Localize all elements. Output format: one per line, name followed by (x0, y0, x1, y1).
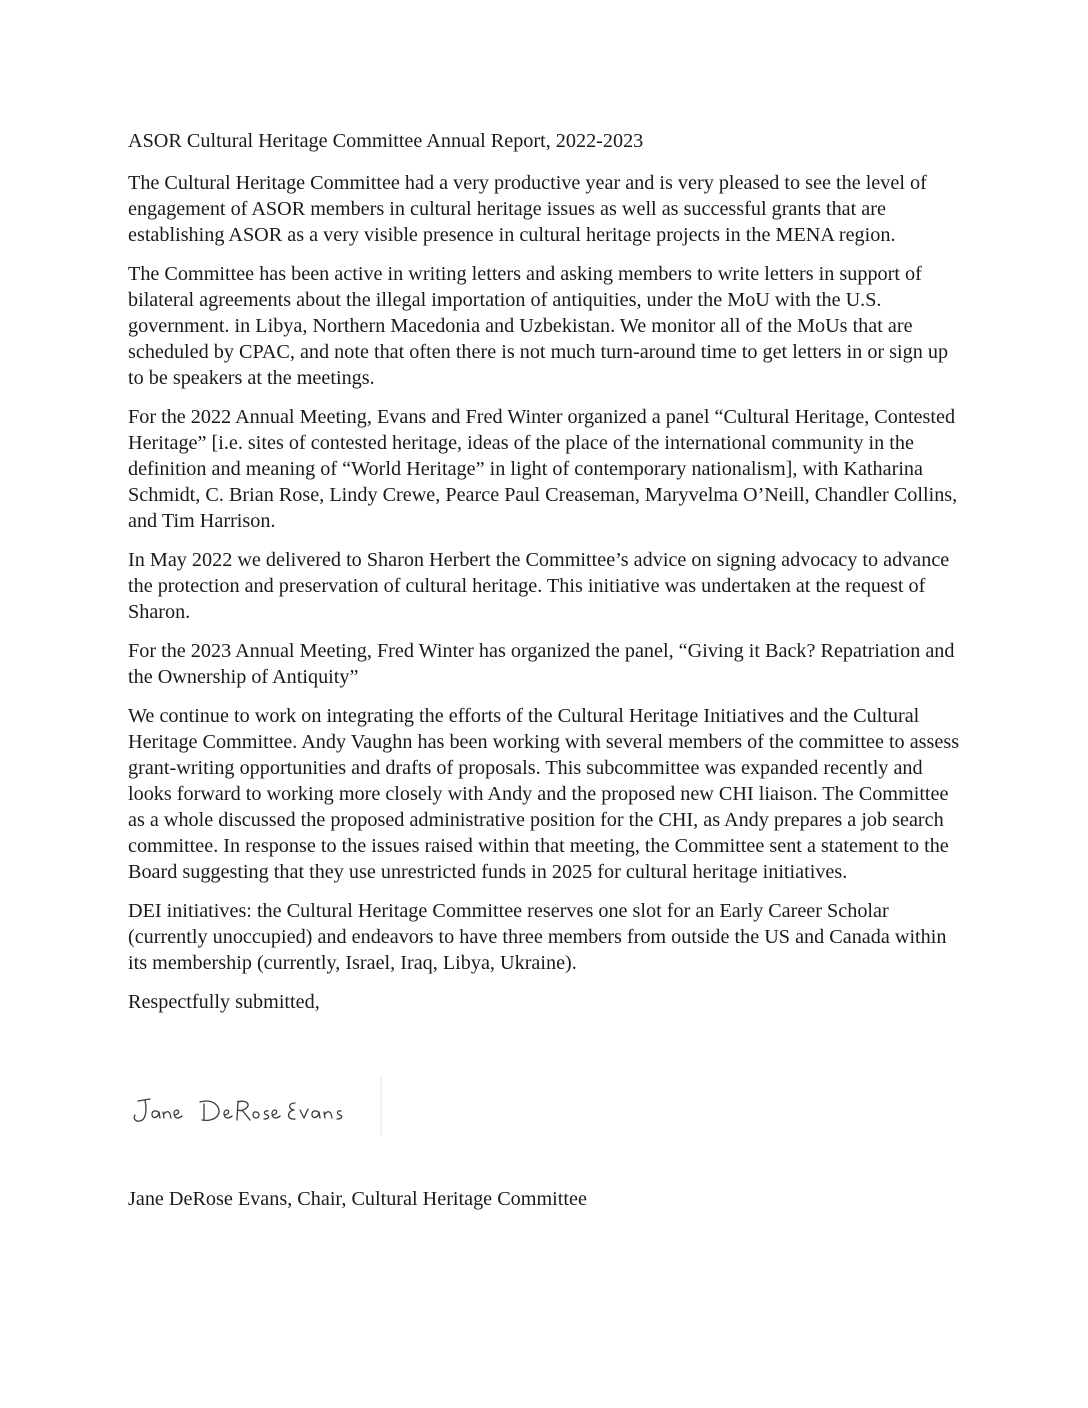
document-title: ASOR Cultural Heritage Committee Annual Report, 2022-2023 (128, 130, 644, 152)
signer-line: Jane DeRose Evans, Chair, Cultural Heritage Committee (128, 1188, 587, 1211)
closing-line: Respectfully submitted, (128, 991, 320, 1013)
paragraph-2022-meeting: For the 2022 Annual Meeting, Evans and Fred Winter organized a panel “Cultural Heritage, Contested Heritage” [i.e. sites of contested heritage, ideas of the place of the international community in the definition and meaning of “World Heritage” in light of contemporary nationalism], with Katharina Schmidt, C. Brian Rose, Lindy Crewe, Pearce Paul Creaseman, Maryvelma O’Neill, Chandler Collins, and Tim Harrison. (128, 406, 958, 532)
paragraph-dei: DEI initiatives: the Cultural Heritage Committee reserves one slot for an Early Career Scholar (currently unoccupied) and endeavors to have three members from outside the US and Canada within its membership (currently, Israel, Iraq, Libya, Ukraine). (128, 900, 947, 974)
handwritten-signature (128, 1076, 390, 1136)
signature-scan-edge (380, 1076, 382, 1136)
signature-drawing (128, 1076, 390, 1136)
paragraph-chi-integration: We continue to work on integrating the efforts of the Cultural Heritage Initiatives and the Cultural Heritage Committee. Andy Vaughn has been working with several members of the committee to assess grant-writing opportunities and drafts of proposals. This subcommittee was expanded recently and looks forward to working more closely with Andy and the proposed new CHI liaison. The Committee as a whole discussed the proposed administrative position for the CHI, as Andy prepares a job search committee. In response to the issues raised within that meeting, the Committee sent a statement to the Board suggesting that they use unrestricted funds in 2025 for cultural heritage initiatives. (128, 705, 960, 883)
paragraph-intro: The Cultural Heritage Committee had a very productive year and is very pleased to see the level of engagement of ASOR members in cultural heritage issues as well as successful grants that are establishing ASOR as a very visible presence in cultural heritage projects in the MENA region. (128, 172, 927, 246)
paragraph-advocacy: In May 2022 we delivered to Sharon Herbert the Committee’s advice on signing advocacy to advance the protection and preservation of cultural heritage. This initiative was undertaken at the request of Sharon. (128, 549, 950, 623)
document-body (128, 128, 968, 1015)
paragraph-2023-meeting: For the 2023 Annual Meeting, Fred Winter has organized the panel, “Giving it Back? Repatriation and the Ownership of Antiquity” (128, 640, 955, 688)
paragraph-letters: The Committee has been active in writing letters and asking members to write letters in support of bilateral agreements about the illegal importation of antiquities, under the MoU with the U.S. government. in Libya, Northern Macedonia and Uzbekistan. We monitor all of the MoUs that are scheduled by CPAC, and note that often there is not much turn-around time to get letters in or sign up to be speakers at the meetings. (128, 263, 949, 389)
